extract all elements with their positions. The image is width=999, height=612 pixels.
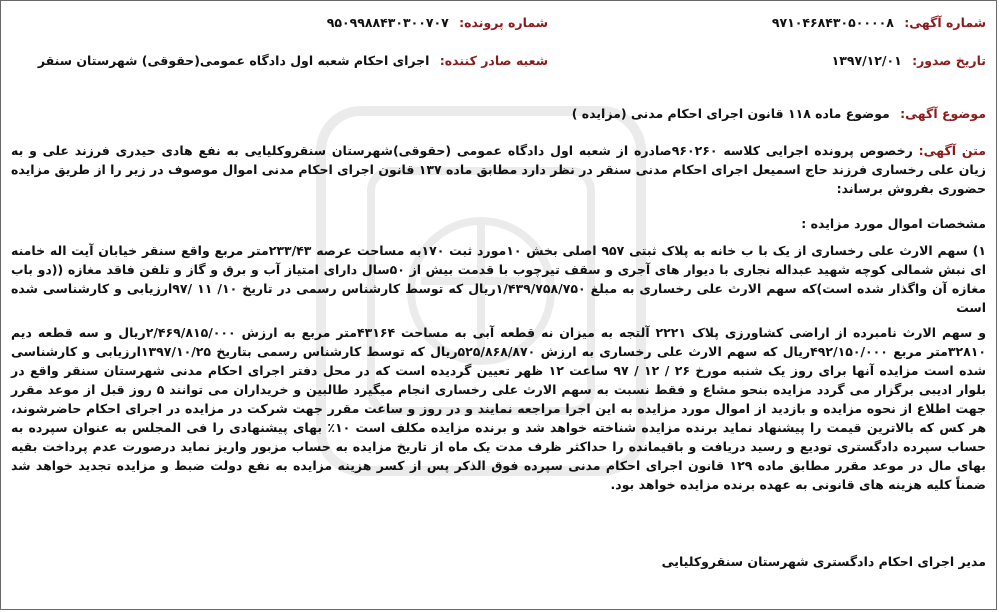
subject-label: موضوع آگهی:	[900, 106, 986, 121]
issuing-branch-row	[38, 53, 548, 68]
signature: مدیر اجرای احکام دادگستری شهرستان سنقروکلیایی	[661, 554, 986, 569]
property-item-2	[11, 323, 986, 494]
issuing-branch: اجرای احکام شعبه اول دادگاه عمومی(حقوقی) شهرستان سنقر	[37, 53, 430, 68]
subject-row	[572, 106, 986, 121]
ad-number-row	[772, 15, 986, 30]
issue-date-row	[832, 53, 986, 68]
issue-date-label: تاریخ صدور:	[912, 53, 986, 68]
case-number-label: شماره پرونده:	[459, 15, 548, 30]
ad-number: ۹۷۱۰۴۶۸۴۳۰۵۰۰۰۰۸	[771, 15, 894, 30]
issue-date: ۱۳۹۷/۱۲/۰۱	[831, 53, 902, 68]
ad-number-label: شماره آگهی:	[904, 15, 986, 30]
notice-intro	[11, 141, 986, 198]
property-item-2-text: و سهم الارث نامبرده از اراضی کشاورزی پلاک ۲۲۲۱ آلتجه به میزان نه قطعه آبی به مساحت ۴۳۱۶۴متر مربع به ارزش ۲/۴۶۹/۸۱۵/۰۰۰ریال و سه قطعه دیم ۳۲۸۱۰متر مربع ۴۹۲/۱۵۰/۰۰۰ریال که سهم الارث علی رخساری به ارزش ۵۲۵/۸۶۸/۸۷۰ریال که توسط کارشناس رسمی بتاریخ ۱۳۹۷/۱۰/۲۵ارزیابی و کارشناسی شده است مزایده آنها برای روز یک شنبه مورخ ۲۶ / ۱۲ / ۹۷ ساعت ۱۲ ظهر تعیین گردیده است که در محل دفتر اجرای احکام مدنی شهرستان سنقر واقع در بلوار ادیبی برگزار می گردد مزایده بنحو مشاع و فقط نسبت به سهم الارث علی رخساری انجام میگیرد طالبین و خریداران می توانند ۵ روز قبل از موعد مقرر جهت اطلاع از نحوه مزایده و بازدید از اموال مورد مزایده به این اجرا مراجعه نمایند و در روز و ساعت مقرر جهت شرکت در مزایده در اجرای احکام حاضرشوند، هر کس که بالاترین قیمت را پیشنهاد نماید برنده مزایده شناخته خواهد شد و برنده مزایده مکلف است ۱۰٪ بهای پیشنهادی را فی المجلس به عنوان سپرده به حساب سپرده دادگستری تودیع و رسید دریافت و باقیمانده را حداکثر ظرف مدت یک ماه از تاریخ مزایده به حساب مزبور واریز نماید درصورت عدم پرداخت بقیه بهای مال در موعد مقرر مطابق ماده ۱۲۹ قانون اجرای احکام مدنی سپرده فوق الذکر پس از کسر هزینه مزایده به نفع دولت ضبط و مزایده تجدید خواهد شد ضمناً کلیه هزینه های قانونی به عهده برنده مزایده خواهد بود.	[11, 325, 987, 492]
issuing-branch-label: شعبه صادر کننده:	[439, 53, 548, 68]
intro-text: رخصوص پرونده اجرایی کلاسه ۹۶۰۲۶۰صادره از شعبه اول دادگاه عمومی (حقوقی)شهرستان سنقروکلیایی به نفع هادی حیدری فرزند علی و به زیان علی رخساری فرزند حاج اسمیعل اجرای احکام مدنی سنقر در نظر دارد مطابق ماده ۱۳۷ قانون اجرای احکام مدنی اموال موصوف در زیر را از طریق مزایده حضوری بفروش برساند:	[11, 143, 986, 196]
property-heading-text: مشخصات اموال مورد مزایده :	[801, 216, 986, 231]
text-label: متن آگهی:	[918, 143, 986, 158]
case-number-row	[327, 15, 548, 30]
case-number: ۹۵۰۹۹۸۸۴۳۰۳۰۰۷۰۷	[326, 15, 449, 30]
property-item-1-text: ۱) سهم الارث علی رخساری از یک با ب خانه به پلاک ثبتی ۹۵۷ اصلی بخش ۱۰مورد ثبت ۱۷۰به مساحت عرصه ۲۳۳/۴۳متر مربع واقع سنقر خیابان آیت اله خامنه ای نبش شمالی کوچه شهید عبداله نجاری با دیوار های آجری و سقف تیرچوب با قدمت بیش از ۵۰سال دارای امتیاز آب و برق و گاز و تلفن فاقد مغازه ((دو باب مغازه آن واگذار شده است)که سهم الارث علی رخساری به مبلغ ۱/۴۳۹/۷۵۸/۷۵۰ریال که توسط کارشناس رسمی در تاریخ ۱۰/ ۱۱ /۹۷ارزیابی و کارشناسی شده است	[11, 243, 987, 315]
property-heading	[11, 214, 986, 233]
property-item-1	[11, 241, 986, 317]
subject-value: موضوع ماده ۱۱۸ قانون اجرای احکام مدنی (مزایده )	[571, 106, 890, 121]
